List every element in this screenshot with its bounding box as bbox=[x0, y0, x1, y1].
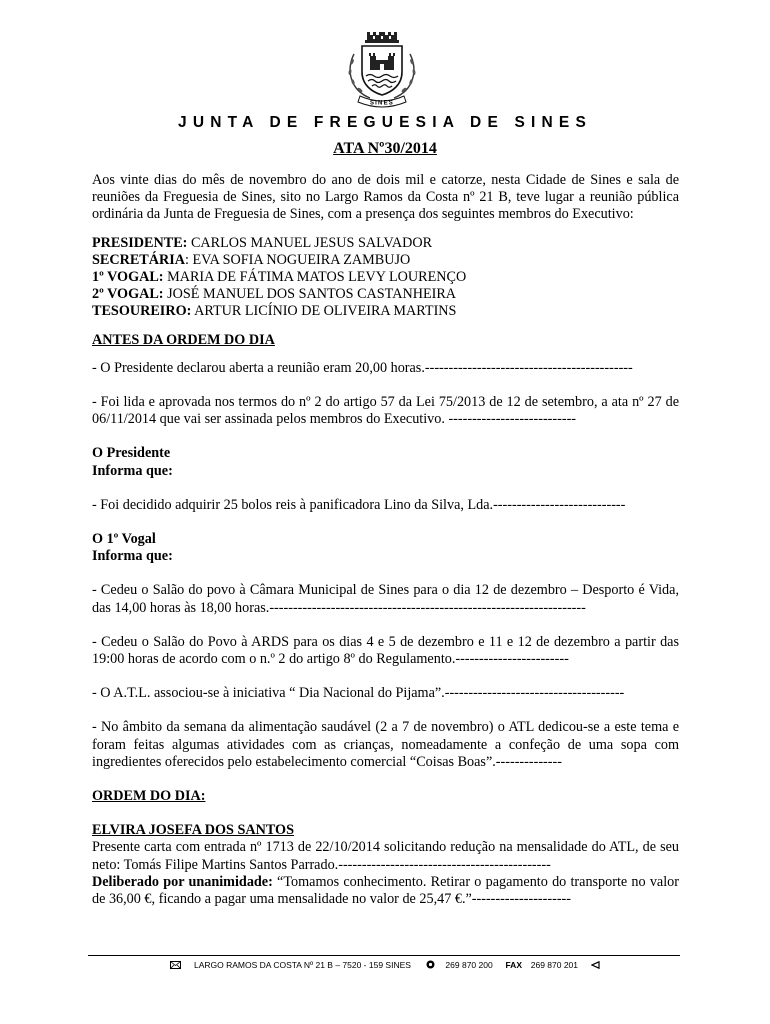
coat-of-arms-icon bbox=[340, 30, 424, 110]
paragraph: - O A.T.L. associou-se à iniciativa “ Dia Nacional do Pijama”.-------------------------------------- bbox=[92, 685, 625, 702]
fax-arrow-icon bbox=[591, 961, 600, 969]
organization-title: JUNTA DE FREGUESIA DE SINES bbox=[178, 114, 592, 131]
footer-address: LARGO RAMOS DA COSTA Nº 21 B – 7520 - 159 SINES bbox=[193, 959, 411, 970]
member-row bbox=[92, 286, 679, 303]
member-name: ARTUR LICÍNIO DE OLIVEIRA MARTINS bbox=[191, 303, 457, 320]
intro-paragraph: Aos vinte dias do mês de novembro do ano de dois mil e catorze, nesta Cidade de Sines e sala de reuniões da Freguesia de Sines, sito no Largo Ramos da Costa nº 21 B, teve lugar a reunião pública ordinária da Junta de Freguesia de Sines, com a presença dos seguintes membros do Executivo: bbox=[92, 172, 679, 223]
member-row bbox=[92, 303, 679, 320]
member-name: CARLOS MANUEL JESUS SALVADOR bbox=[187, 234, 433, 251]
entry-name: ELVIRA JOSEFA DOS SANTOS bbox=[92, 822, 294, 839]
member-row bbox=[92, 235, 679, 252]
decision-label: Deliberado por unanimidade: bbox=[92, 873, 273, 890]
decision-text: “Tomamos conhecimento. Retirar o pagamento do transporte no valor de 36,00 €, ficando a pagar uma mensalidade no valor de 25,47 €.”--------------------- bbox=[92, 873, 679, 908]
section-heading-antes: ANTES DA ORDEM DO DIA bbox=[92, 331, 275, 348]
member-role: PRESIDENTE: bbox=[92, 234, 188, 251]
members-list bbox=[92, 235, 679, 321]
member-name: JOSÉ MANUEL DOS SANTOS CASTANHEIRA bbox=[163, 286, 457, 303]
speaker-heading-vogal: O 1º Vogal bbox=[92, 531, 156, 548]
crest-ribbon-text: SINES bbox=[369, 100, 395, 107]
member-row bbox=[92, 269, 679, 286]
speaker-subheading: Informa que: bbox=[92, 548, 173, 565]
member-role: 1º VOGAL: bbox=[92, 269, 164, 286]
section-heading-ordem: ORDEM DO DIA: bbox=[92, 788, 206, 805]
paragraph: - Foi lida e aprovada nos termos do nº 2 do artigo 57 da Lei 75/2013 de 12 de setembro, a ata nº 27 de 06/11/2014 que vai ser assinada pelos membros do Executivo. --------------------------- bbox=[92, 394, 679, 428]
footer-fax-label: FAX bbox=[505, 959, 522, 970]
footer-phone: 269 870 200 bbox=[445, 959, 493, 970]
speaker-heading-presidente: O Presidente bbox=[92, 445, 171, 462]
member-name: : EVA SOFIA NOGUEIRA ZAMBUJO bbox=[185, 251, 411, 268]
decision-paragraph bbox=[92, 874, 679, 908]
entry-paragraph: Presente carta com entrada nº 1713 de 22/10/2014 solicitando redução na mensalidade do ATL, de seu neto: Tomás Filipe Martins Santos Parrado.--------------------------------------------- bbox=[92, 839, 679, 873]
member-role: SECRETÁRIA bbox=[92, 251, 186, 268]
paragraph: - No âmbito da semana da alimentação saudável (2 a 7 de novembro) o ATL dedicou-se a este tema e foram feitas algumas atividades com as crianças, nomeadamente a confeção de uma sopa com ingredientes oferecidos pelo estabelecimento comercial “Coisas Boas”.-------------- bbox=[92, 719, 679, 770]
footer bbox=[0, 959, 770, 970]
member-role: TESOUREIRO: bbox=[92, 303, 192, 320]
member-name: MARIA DE FÁTIMA MATOS LEVY LOURENÇO bbox=[163, 269, 467, 286]
paragraph: - Foi decidido adquirir 25 bolos reis à panificadora Lino da Silva, Lda.---------------------------- bbox=[92, 496, 626, 513]
paragraph: - Cedeu o Salão do povo à Câmara Municipal de Sines para o dia 12 de dezembro – Desporto é Vida, das 14,00 horas às 18,00 horas.------------------------------------------------------------------- bbox=[92, 582, 679, 616]
phone-icon bbox=[426, 960, 435, 969]
speaker-subheading: Informa que: bbox=[92, 462, 173, 479]
document-title: ATA Nº30/2014 bbox=[333, 140, 437, 157]
paragraph: - Cedeu o Salão do Povo à ARDS para os dias 4 e 5 de dezembro e 11 e 12 de dezembro a partir das 19:00 horas de acordo com o n.º 2 do artigo 8º do Regulamento.------------------------ bbox=[92, 633, 679, 668]
envelope-icon bbox=[170, 961, 181, 969]
footer-divider bbox=[88, 955, 680, 956]
paragraph: - O Presidente declarou aberta a reunião eram 20,00 horas.-------------------------------------------- bbox=[92, 359, 633, 376]
member-role: 2º VOGAL: bbox=[92, 286, 164, 303]
document-body bbox=[92, 172, 679, 908]
member-row bbox=[92, 252, 679, 269]
footer-fax: 269 870 201 bbox=[530, 959, 579, 970]
